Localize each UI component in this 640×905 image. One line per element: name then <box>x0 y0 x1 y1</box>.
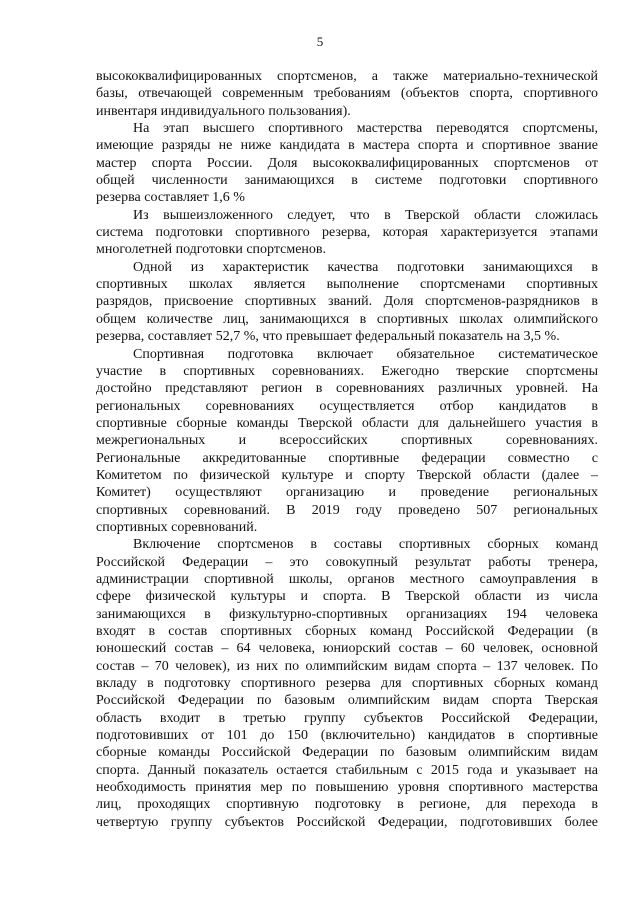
text-line: спортивных школах является выполнение спортсменами спортивных <box>96 277 598 293</box>
text-line: Комитетом по физической культуре и спорту Тверской области (далее – <box>96 467 598 483</box>
text-line: высококвалифицированных спортсменов, а также материально-технической <box>96 69 598 84</box>
text-line: региональных соревнованиях осуществляется отбор кандидатов в <box>96 398 598 414</box>
text-line: Включение спортсменов в составы спортивных сборных команд <box>133 537 598 553</box>
text-line: сфере физической культуры и спорта. В Тверской области из числа <box>96 589 598 605</box>
text-line: многолетней подготовки спортсменов. <box>96 242 327 258</box>
text-line: состав – 70 человек), из них по олимпийским видам спорта – 137 человек. По <box>96 658 598 674</box>
text-line: необходимость принятия мер по повышению уровня спортивного мастерства <box>96 780 598 796</box>
text-line: входят в состав спортивных сборных команд Российской Федерации (в <box>96 624 598 639</box>
paragraph <box>96 207 598 259</box>
text-line: базы, отвечающей современным требованиям (объектов спорта, спортивного <box>96 86 598 102</box>
text-line: спорта. Данный показатель остается стабильным с 2015 года и указывает на <box>96 762 598 778</box>
text-line: общем количестве лиц, занимающихся в спортивных школах олимпийского <box>96 311 598 327</box>
page-number: 5 <box>316 34 324 49</box>
text-line: Российской Федерации – это совокупный результат работы тренера, <box>96 554 598 570</box>
text-line: Региональные аккредитованные спортивные федерации совместно с <box>96 450 598 466</box>
text-line: Из вышеизложенного следует, что в Тверской области сложилась <box>133 207 598 223</box>
text-line: спортивные сборные команды Тверской области для дальнейшего участия в <box>96 415 598 431</box>
text-line: подготовивших от 101 до 150 (включительно) кандидатов в спортивные <box>96 728 598 744</box>
text-line: область входит в третью группу субъектов Российской Федерации, <box>96 710 598 726</box>
document-body <box>96 68 598 831</box>
text-line: разрядов, присвоение спортивных званий. Доля спортсменов-разрядников в <box>96 294 598 310</box>
text-line: инвентаря индивидуального пользования). <box>96 103 351 119</box>
text-line: спортивных соревнований. В 2019 году проведено 507 региональных <box>96 502 598 518</box>
text-line: занимающихся в физкультурно-спортивных организациях 194 человека <box>96 606 598 622</box>
text-line: администрации спортивной школы, органов местного самоуправления в <box>96 571 598 587</box>
paragraph <box>96 120 598 207</box>
text-line: участие в спортивных соревнованиях. Ежегодно тверские спортсмены <box>96 363 598 379</box>
text-line: лиц, проходящих спортивную подготовку в регионе, для перехода в <box>96 797 598 813</box>
paragraph <box>96 259 598 346</box>
text-line: юношеский состав – 64 человека, юниорский состав – 60 человек, основной <box>96 641 598 657</box>
text-line: система подготовки спортивного резерва, которая характеризуется этапами <box>96 225 598 241</box>
text-line: сборные команды Российской Федерации по базовым олимпийским видам <box>96 745 598 761</box>
text-line: Комитет) осуществляют организацию и проведение региональных <box>96 485 598 501</box>
text-line: четвертую группу субъектов Российской Федерации, подготовивших более <box>96 814 598 830</box>
text-line: Спортивная подготовка включает обязательное систематическое <box>133 346 598 362</box>
text-line: имеющие разряды не ниже кандидата в мастера спорта и спортивное звание <box>96 138 598 154</box>
text-line: вкладу в подготовку спортивного резерва для спортивных сборных команд <box>96 676 598 692</box>
text-line: мастер спорта России. Доля высококвалифицированных спортсменов от <box>96 155 598 171</box>
paragraph <box>96 68 598 120</box>
paragraph <box>96 536 598 831</box>
text-line: общей численности занимающихся в системе подготовки спортивного <box>96 173 598 189</box>
text-line: Одной из характеристик качества подготовки занимающихся в <box>133 259 598 275</box>
text-line: достойно представляют регион в соревнованиях различных уровней. На <box>96 381 598 397</box>
text-line: На этап высшего спортивного мастерства переводятся спортсмены, <box>133 121 598 137</box>
paragraph <box>96 346 598 537</box>
text-line: резерва, составляет 52,7 %, что превышает федеральный показатель на 3,5 %. <box>96 329 560 345</box>
text-line: резерва составляет 1,6 % <box>96 190 245 206</box>
text-line: Российской Федерации по базовым олимпийским видам спорта Тверская <box>96 693 598 709</box>
text-line: межрегиональных и всероссийских спортивных соревнованиях. <box>96 433 598 449</box>
text-line: спортивных соревнований. <box>96 519 258 535</box>
